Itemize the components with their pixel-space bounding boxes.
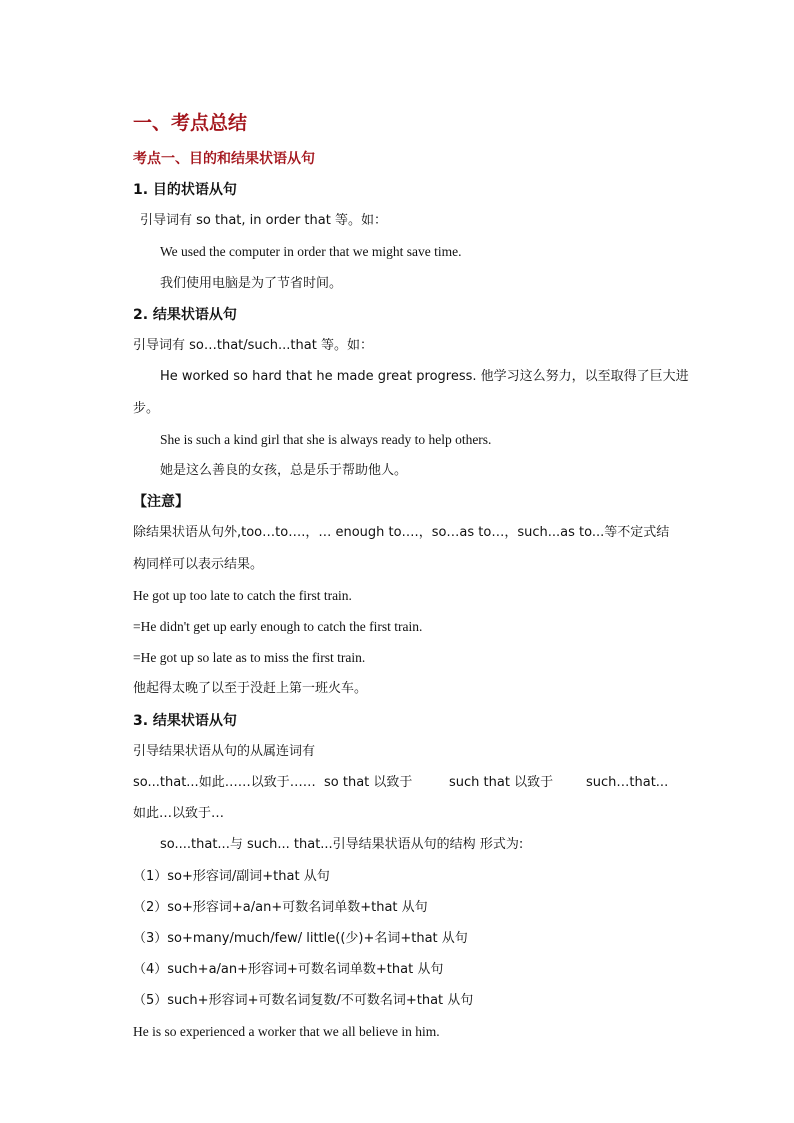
point-title: 考点一、目的和结果状语从句 bbox=[133, 151, 315, 167]
sub2-intro: 引导词有 so…that/such...that 等。如： bbox=[133, 338, 373, 353]
sub3-heading: 3. 结果状语从句 bbox=[133, 713, 237, 729]
note-line1: 除结果状语从句外,too…to….，… enough to….，so…as to…，such...as to...等不定式结 bbox=[133, 525, 670, 540]
section-title: 一、考点总结 bbox=[133, 112, 248, 134]
sub2-example2-en: She is such a kind girl that she is always ready to help others. bbox=[160, 432, 492, 447]
sub1-intro: 引导词有 so that, in order that 等。如： bbox=[140, 213, 387, 228]
conjunction-2: so that 以致于 bbox=[324, 775, 413, 790]
structure-intro: so....that...与 such... that...引导结果状语从句的结构 形式为: bbox=[160, 837, 524, 852]
conjunction-4: such…that... bbox=[586, 775, 669, 790]
note-line2: 构同样可以表示结果。 bbox=[133, 557, 264, 572]
conjunction-3: such that 以致于 bbox=[449, 775, 554, 790]
sub1-example-en: We used the computer in order that we might save time. bbox=[160, 244, 462, 259]
sub1-example-zh: 我们使用电脑是为了节省时间。 bbox=[160, 276, 343, 291]
sub3-intro: 引导结果状语从句的从属连词有 bbox=[133, 744, 316, 759]
pattern-item: （4）such+a/an+形容词+可数名词单数+that 从句 bbox=[133, 962, 444, 977]
pattern-item: （1）so+形容词/副词+that 从句 bbox=[133, 869, 330, 884]
final-example: He is so experienced a worker that we all believe in him. bbox=[133, 1024, 440, 1039]
sub1-heading: 1. 目的状语从句 bbox=[133, 182, 237, 198]
note-heading: 【注意】 bbox=[133, 494, 189, 510]
sub2-example2-zh: 她是这么善良的女孩，总是乐于帮助他人。 bbox=[160, 463, 408, 478]
pattern-item: （2）so+形容词+a/an+可数名词单数+that 从句 bbox=[133, 900, 428, 915]
note-example1: He got up too late to catch the first train. bbox=[133, 588, 352, 603]
sub2-example1-line1: He worked so hard that he made great progress. 他学习这么努力，以至取得了巨大进 bbox=[160, 369, 689, 384]
pattern-item: （5）such+形容词+可数名词复数/不可数名词+that 从句 bbox=[133, 993, 474, 1008]
note-example2: =He didn't get up early enough to catch the first train. bbox=[133, 619, 423, 634]
pattern-item: （3）so+many/much/few/ little((少)+名词+that 从句 bbox=[133, 931, 468, 946]
sub2-heading: 2. 结果状语从句 bbox=[133, 307, 237, 323]
note-example3: =He got up so late as to miss the first train. bbox=[133, 650, 366, 665]
conjunction-1: so...that...如此……以致于…… bbox=[133, 775, 316, 790]
conjunction-4-meaning: 如此…以致于… bbox=[133, 806, 225, 821]
sub2-example1-line2: 步。 bbox=[133, 401, 160, 416]
note-example-zh: 他起得太晚了以至于没赶上第一班火车。 bbox=[133, 681, 368, 696]
